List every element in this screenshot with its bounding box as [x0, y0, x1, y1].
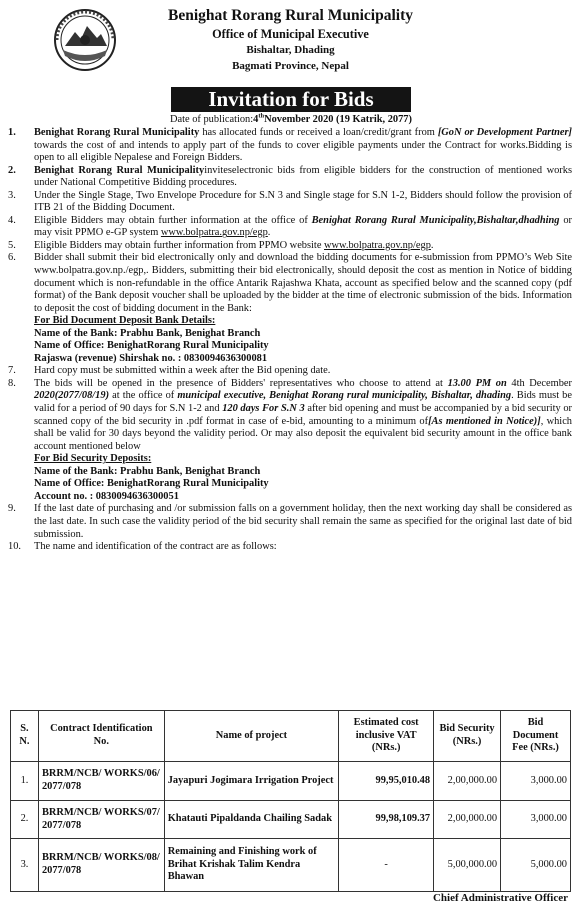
cell-project: Jayapuri Jogimara Irrigation Project	[164, 762, 339, 801]
egp-link[interactable]: www.bolpatra.gov.np/egp	[160, 227, 268, 239]
cell-contract-id: BRRM/NCB/ WORKS/07/ 2077/078	[38, 801, 164, 839]
table-header-row	[11, 711, 571, 762]
cell-fee: 3,000.00	[501, 801, 571, 839]
cell-sn: 2.	[11, 801, 39, 839]
cell-project: Khatauti Pipaldanda Chailing Sadak	[164, 801, 339, 839]
bank-details-document: For Bid Document Deposit Bank Details: Name of the Bank: Prabhu Bank, Benighat Branch Name of Office: BenighatRorang Rural Municipality Rajaswa (revenue) Shirshak no. : 0830094636300081	[34, 315, 269, 364]
header	[8, 0, 573, 84]
office-name: Office of Municipal Executive	[212, 27, 369, 41]
header-contract-id: Contract Identification No.	[38, 711, 164, 762]
clause-8: 8. The bids will be opened in the presence of Bidders' representatives who choose to attend at 13.00 PM on 4th December 2020(2077/08/19) at the office of municipal executive, Benighat Rorang rural municipality, Bishaltar, dhading. Bids must be valid for a period of 90 days for S.N 1-2 and 120 days For S.N 3 after bid opening and must be accompanied by a bid security or scanned copy of the bid security in .pdf format in case of e-bid, amounting to a minimum of[As mentioned in Notice)], which shall be valid for 30 days beyond the validity period. Or may also deposit the equivalent bid security amount in the office bank account mentioned below	[8, 377, 572, 452]
clause-9: 9. If the last date of purchasing and /or submission falls on a government holiday, then the next working day shall be considered as the last date. In such case the validity period of the bid security shall remain the same as specified for the original last date of bid submission.	[8, 503, 572, 540]
location: Bishaltar, Dhading	[246, 44, 335, 56]
cell-security: 2,00,000.00	[434, 801, 501, 839]
cell-project: Remaining and Finishing work of Brihat Krishak Talim Kendra Bhawan	[164, 839, 339, 892]
clause-4: 4. Eligible Bidders may obtain further information at the office of Benighat Rorang Rural Municipality,Bishaltar,dhadhing or may visit PPMO e-GP system www.bolpatra.gov.np/egp.	[8, 214, 572, 239]
clause-6: 6. Bidder shall submit their bid electronically only and download the bidding documents for e-submission from PPMO’s Web Site www.bolpatra.gov.np./egp,. Bidders, submitting their bid electronically, should deposit the cost as mention in Notice of bidding document which is non-refundable in the office Antarik Rajashwa Khata, account as specified below and the scanned copy (pdf format) of the Bank deposit voucher shall be uploaded by the bidder at the time of electronic submission of the bids. Information to deposit the cost of bidding document in the Bank:	[8, 252, 572, 314]
table-row	[11, 762, 571, 801]
clause-10: 10. The name and identification of the contract are as follows:	[8, 541, 277, 553]
signature-title: Chief Administrative Officer	[432, 892, 568, 904]
clause-3: 3. Under the Single Stage, Two Envelope Procedure for S.N 3 and Single stage for S.N 1-2, Bidders should follow the provision of ITB 21 of the Bidding Document.	[8, 189, 572, 214]
cell-security: 5,00,000.00	[434, 839, 501, 892]
province: Bagmati Province, Nepal	[232, 60, 349, 72]
header-project: Name of project	[164, 711, 339, 762]
cell-fee: 3,000.00	[501, 762, 571, 801]
publication-date: Date of publication:4thNovember 2020 (19 Katrik, 2077)	[170, 112, 412, 125]
notice-title: Invitation for Bids	[171, 87, 411, 112]
cell-sn: 3.	[11, 839, 39, 892]
clause-5: 5. Eligible Bidders may obtain further information from PPMO website www.bolpatra.gov.np/egp.	[8, 239, 434, 251]
header-security: Bid Security (NRs.)	[434, 711, 501, 762]
table-row	[11, 839, 571, 892]
notice-body	[8, 127, 572, 554]
header-sn: S. N.	[11, 711, 39, 762]
bank-details-security: For Bid Security Deposits: Name of the Bank: Prabhu Bank, Benighat Branch Name of Office: BenighatRorang Rural Municipality Account no. : 0830094636300051	[34, 453, 269, 502]
cell-cost: 99,98,109.37	[339, 801, 434, 839]
clause-1: 1. Benighat Rorang Rural Municipality has allocated funds or received a loan/credit/grant from [GoN or Development Partner] towards the cost of and intends to apply part of the funds to cover eligible payments under the Contract for works.Bidding is open to all eligible Nepalese and Foreign Bidders.	[8, 127, 572, 164]
cell-cost: -	[339, 839, 434, 892]
cell-contract-id: BRRM/NCB/ WORKS/08/ 2077/078	[38, 839, 164, 892]
ppmo-link[interactable]: www.bolpatra.gov.np/egp	[324, 239, 431, 251]
header-fee: Bid Document Fee (NRs.)	[501, 711, 571, 762]
cell-contract-id: BRRM/NCB/ WORKS/06/ 2077/078	[38, 762, 164, 801]
cell-sn: 1.	[11, 762, 39, 801]
org-name: Benighat Rorang Rural Municipality	[167, 7, 413, 24]
cell-fee: 5,000.00	[501, 839, 571, 892]
clause-2: 2. Benighat Rorang Rural Municipalityinviteselectronic bids from eligible bidders for the construction of mentioned works under National Competitive Bidding procedures.	[8, 164, 572, 189]
cell-security: 2,00,000.00	[434, 762, 501, 801]
header-cost: Estimated cost inclusive VAT (NRs.)	[339, 711, 434, 762]
contracts-table	[10, 710, 571, 892]
cell-cost: 99,95,010.48	[339, 762, 434, 801]
clause-7: 7. Hard copy must be submitted within a week after the Bid opening date.	[8, 365, 331, 377]
table-row	[11, 801, 571, 839]
